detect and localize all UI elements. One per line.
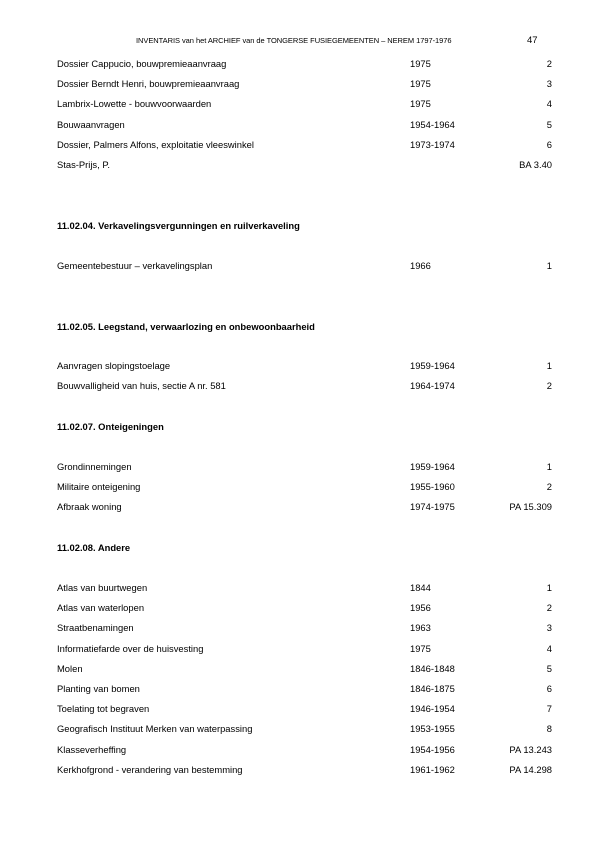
entry-date: 1974-1975 [410,501,455,513]
list-item [57,119,553,139]
entry-number: 1 [546,582,552,593]
entry-number: BA 3.40 [519,158,552,170]
section-heading: 11.02.04. Verkavelingsvergunningen en ruilverkaveling [57,220,300,231]
list-item [57,643,553,663]
entry-title: Militaire onteigening [57,481,141,493]
entry-number: 1 [546,260,552,271]
list-item [57,602,553,622]
entry-number: PA 13.243 [509,743,552,755]
entry-title: Planting van bomen [57,682,140,694]
entry-title: Stas-Prijs, P. [57,158,110,170]
list-item [57,159,553,179]
section-heading: 11.02.05. Leegstand, verwaarlozing en onbewoonbaarheid [57,321,315,332]
entry-date: 1964-1974 [410,380,455,392]
section-heading: 11.02.08. Andere [57,542,131,553]
entry-number: 2 [546,58,552,69]
entry-number: 3 [546,622,552,634]
entry-date: 1954-1956 [410,743,455,755]
entry-title: Toelating tot begraven [57,703,150,715]
entry-title: Dossier, Palmers Alfons, exploitatie vleeswinkel [57,138,254,150]
entry-date: 1959-1964 [410,360,455,371]
entry-date: 1946-1954 [410,703,455,715]
entry-date: 1975 [410,78,431,90]
entry-number: 5 [546,118,552,130]
entry-number: 4 [546,642,552,654]
list-item [57,663,553,683]
list-item [57,582,553,602]
entry-title: Afbraak woning [57,501,122,513]
entry-title: Grondinnemingen [57,461,132,472]
entry-number: 1 [546,461,552,472]
entry-date: 1956 [410,602,431,614]
entry-number: 8 [546,723,552,735]
entry-title: Molen [57,662,83,674]
entry-number: PA 14.298 [509,763,552,775]
entry-number: 3 [546,78,552,90]
entry-number: PA 15.309 [509,501,552,513]
list-item [57,78,553,98]
entry-title: Kerkhofgrond - verandering van bestemming [57,763,243,775]
entry-title: Aanvragen slopingstoelage [57,360,171,371]
page-header [0,36,595,48]
entry-title: Atlas van buurtwegen [57,582,148,593]
entry-title: Bouwvalligheid van huis, sectie A nr. 581 [57,380,226,392]
entry-title: Geografisch Instituut Merken van waterpassing [57,723,253,735]
entry-date: 1844 [410,582,431,593]
entry-title: Bouwaanvragen [57,118,125,130]
entry-date: 1975 [410,98,431,110]
section-heading: 11.02.07. Onteigeningen [57,421,164,432]
entry-number: 2 [546,380,552,392]
entry-date: 1975 [410,642,431,654]
entry-title: Gemeentebestuur – verkavelingsplan [57,260,213,271]
entry-date: 1959-1964 [410,461,455,472]
entry-title: Informatiefarde over de huisvesting [57,642,204,654]
entry-date: 1966 [410,260,431,271]
list-item [57,58,553,78]
list-item [57,703,553,723]
entry-date: 1963 [410,622,431,634]
entry-title: Atlas van waterlopen [57,602,145,614]
entry-title: Dossier Berndt Henri, bouwpremieaanvraag [57,78,240,90]
entry-date: 1846-1848 [410,662,455,674]
entry-number: 5 [546,662,552,674]
entry-title: Klasseverheffing [57,743,127,755]
entry-title: Lambrix-Lowette - bouwvoorwaarden [57,98,212,110]
list-item [57,380,553,400]
entry-title: Dossier Cappucio, bouwpremieaanvraag [57,58,227,69]
list-item [57,98,553,118]
list-item [57,501,553,521]
entry-date: 1954-1964 [410,118,455,130]
list-item [57,481,553,501]
entry-number: 7 [546,703,552,715]
entry-date: 1846-1875 [410,682,455,694]
entry-title: Straatbenamingen [57,622,134,634]
entry-number: 6 [546,138,552,150]
list-item [57,622,553,642]
entry-number: 1 [546,360,552,371]
entry-number: 2 [546,481,552,493]
list-item [57,260,553,280]
entry-date: 1961-1962 [410,763,455,775]
entry-date: 1955-1960 [410,481,455,493]
list-item [57,139,553,159]
section-entries [57,582,553,784]
list-item [57,744,553,764]
entry-date: 1973-1974 [410,138,455,150]
section-entries [57,260,553,280]
entry-date: 1953-1955 [410,723,455,735]
page-number: 47 [527,35,538,46]
list-item [57,461,553,481]
list-item [57,723,553,743]
header-title: INVENTARIS van het ARCHIEF van de TONGERSE FUSIEGEMEENTEN – NEREM 1797-1976 [136,36,452,45]
list-item [57,764,553,784]
section-entries [57,360,553,400]
list-item [57,683,553,703]
entry-number: 2 [546,602,552,614]
entry-number: 4 [546,98,552,110]
entry-number: 6 [546,682,552,694]
section-entries [57,461,553,522]
top-entries-list [57,58,553,179]
list-item [57,360,553,380]
entry-date: 1975 [410,58,431,69]
